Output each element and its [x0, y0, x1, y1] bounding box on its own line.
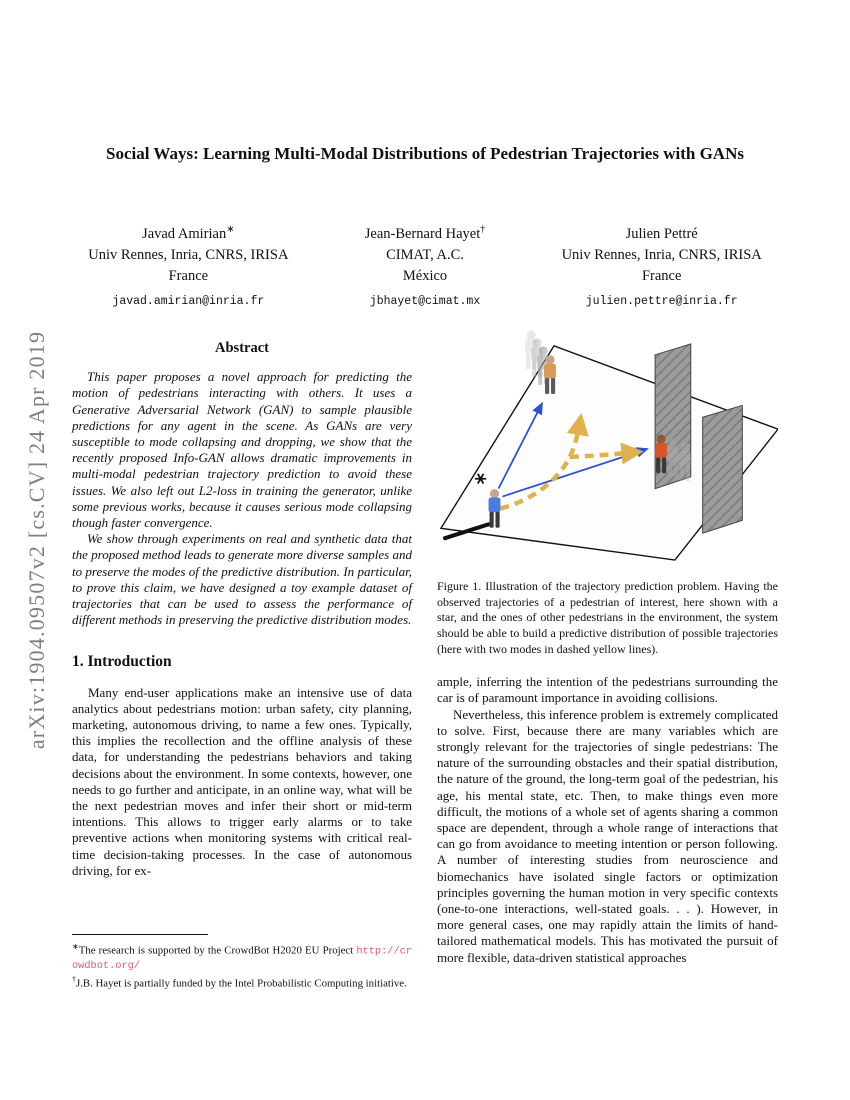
figure-caption: Figure 1. Illustration of the trajectory prediction problem. Having the observed trajectories of a pedestrian of interest, here shown with a star, and the ones of other pedestrians in the environment, the system should be able to build a predictive distribution of possible trajectories (here with two modes in dashed yellow lines). [437, 579, 778, 656]
footnote-rule [72, 934, 208, 935]
trajectory-illustration [437, 330, 778, 563]
abstract-paragraph: This paper proposes a novel approach for predicting the motion of pedestrians interacting with others. It uses a Generative Adversarial Network (GAN) to sample plausible predictions for any agent in the scene. As GANs are very susceptible to mode collapsing and dropping, we show that the recently proposed Info-GAN allows dramatic improvements in multi-modal pedestrian trajectory prediction to avoid these issues. We also left out L2-loss in training the generator, unlike some previous works, because it causes serious mode collapsing though faster convergence. [72, 369, 412, 531]
author-affiliation: Univ Rennes, Inria, CNRS, IRISA [88, 246, 289, 263]
body-paragraph: Many end-user applications make an intensive use of data analytics about pedestrians motion: urban safety, city planning, marketing, autonomous driving, to name a few ones. Typically, this implies the recollection and the offline analysis of these data, for understanding the pedestrians behaviors and taking decisions about the environment. In some contexts, however, one needs to go further and anticipate, in an online way, what will be the next pedestrian moves and infer their short or mid-term intentions. This allows to trigger early alarms or to take preventive actions when monitoring systems with critical real-time decision-taking processes. In the case of autonomous driving, for ex- [72, 684, 412, 878]
body-paragraph: ample, inferring the intention of the pedestrians surrounding the car is of paramount importance in avoiding collisions. [437, 674, 778, 706]
author-1 [70, 219, 307, 312]
abstract-paragraph: We show through experiments on real and synthetic data that the proposed method leads to generate more diverse samples and to preserve the modes of the predictive distribution. In particular, to prove this claim, we have designed a toy example dataset of trajectories that can be used to assess the performance of different methods in preserving the predictive distribution modes. [72, 531, 412, 628]
author-country: México [402, 267, 448, 284]
author-name: Jean-Bernard Hayet† [364, 224, 486, 242]
author-name: Javad Amirian∗ [142, 224, 235, 242]
author-country: France [641, 267, 682, 284]
author-2 [307, 219, 544, 312]
abstract-heading: Abstract [215, 340, 269, 356]
author-3 [543, 219, 780, 312]
crowdbot-link[interactable]: http://crowdbot.org/ [72, 945, 412, 972]
author-country: France [168, 267, 209, 284]
footnote-text: The research is supported by the CrowdBot H2020 EU Project [78, 944, 357, 957]
author-mark: ∗ [226, 224, 235, 235]
footnote-marker: † [72, 975, 76, 985]
author-block [70, 219, 780, 312]
footnote-marker: ∗ [72, 942, 79, 951]
footnote-1 [72, 940, 412, 973]
figure-1 [437, 330, 778, 657]
author-affiliation: CIMAT, A.C. [386, 246, 464, 263]
body-paragraph: Nevertheless, this inference problem is extremely complicated to solve. First, because there are many variables which are strongly relevant for the trajectories of single pedestrians: The nature of the surrounding obstacles and their spatial distribution, the nature of the ground, the long-term goal of the pedestrian, his age, his mental state, etc. Then, to make things even more difficult, the motions of a whole set of agents sharing a common space are dependent, through a whole range of interactions that can go from avoidance to meeting intention or person following. A number of interesting studies from neuroscience and biomechanics have isolated single factors or optimization principles governing the human motion in very specific contexts (one-to-one interactions, well-stated goals. . . ). However, in more general cases, one may rapidly attain the limits of hand-tailored mathematical models. This has motivated the pursuit of more flexible, data-driven statistical approaches [437, 706, 778, 965]
arxiv-watermark: arXiv:1904.09507v2 [cs.CV] 24 Apr 2019 [24, 330, 49, 750]
left-column [72, 334, 412, 879]
footnote-2 [72, 973, 412, 991]
author-email: julien.pettre@inria.fr [585, 294, 738, 308]
wall-panel-near [703, 405, 743, 533]
footnote-text: J.B. Hayet is partially funded by the Intel Probabilistic Computing initiative. [76, 978, 407, 990]
wall-panel-far [655, 344, 691, 489]
author-mark: † [480, 224, 486, 235]
author-name: Julien Pettré [625, 225, 698, 242]
footnote-block [72, 934, 412, 991]
author-affiliation: Univ Rennes, Inria, CNRS, IRISA [561, 246, 762, 263]
right-column [437, 330, 778, 966]
author-email: javad.amirian@inria.fr [112, 294, 265, 308]
author-email: jbhayet@cimat.mx [369, 294, 481, 308]
section-heading-introduction: 1. Introduction [72, 653, 172, 671]
paper-title: Social Ways: Learning Multi-Modal Distributions of Pedestrian Trajectories with GANs [106, 144, 744, 163]
